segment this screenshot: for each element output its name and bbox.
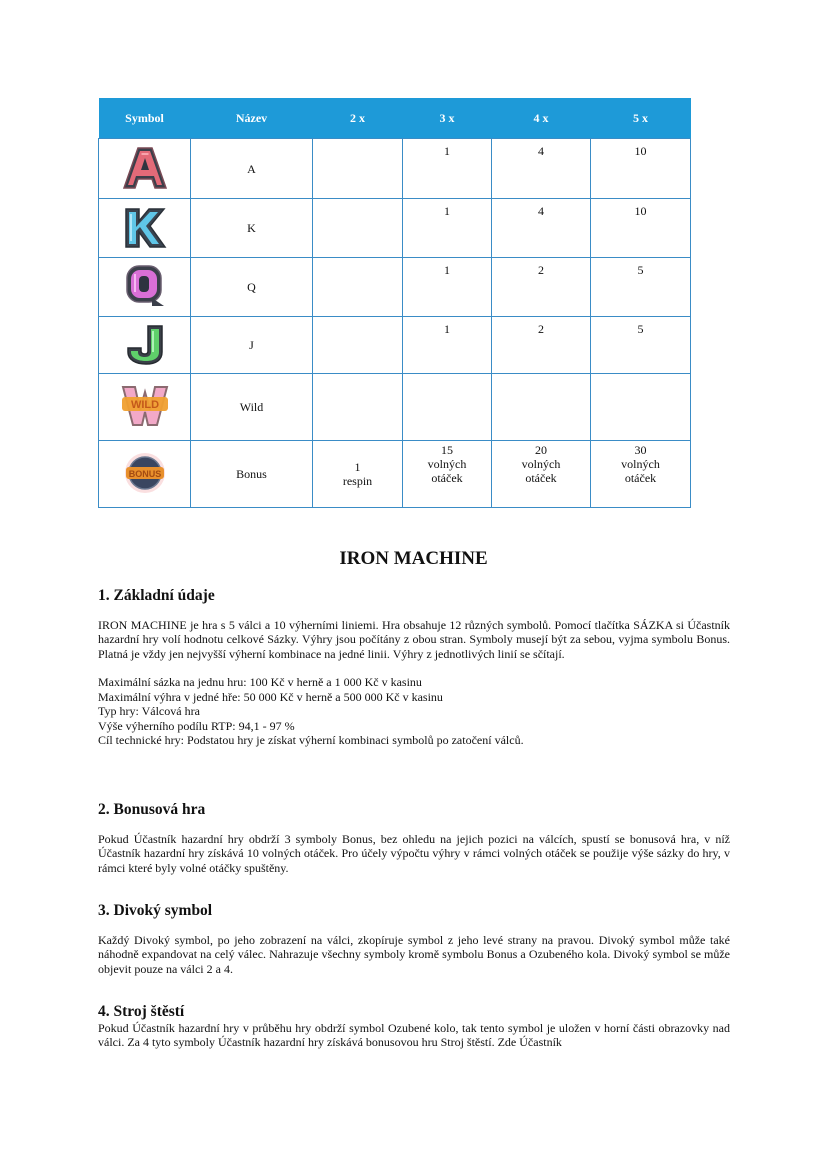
game-type-line: Typ hry: Válcová hra bbox=[98, 704, 200, 718]
payout-4x bbox=[492, 441, 591, 508]
name-cell: J bbox=[191, 317, 313, 374]
letter-k-icon bbox=[119, 205, 171, 251]
table-row bbox=[99, 441, 691, 508]
payout-2x bbox=[313, 258, 403, 317]
payout-3x: 1 bbox=[403, 258, 492, 317]
symbol-cell bbox=[99, 139, 191, 199]
letter-a-icon bbox=[119, 145, 171, 191]
payout-2x bbox=[313, 139, 403, 199]
payout-3x: 1 bbox=[403, 199, 492, 258]
bonus-icon bbox=[119, 450, 171, 496]
payout-4x: 4 bbox=[492, 139, 591, 199]
section-bonus-game bbox=[98, 803, 730, 875]
payout-4x bbox=[492, 374, 591, 441]
document-title: IRON MACHINE bbox=[339, 548, 488, 569]
payout-unit: otáček bbox=[525, 471, 557, 485]
name-cell: K bbox=[191, 199, 313, 258]
payout-3x bbox=[403, 374, 492, 441]
symbol-cell bbox=[99, 317, 191, 374]
max-win-line: Maximální výhra v jedné hře: 50 000 Kč v herně a 500 000 Kč v kasinu bbox=[98, 689, 443, 704]
info-lines bbox=[98, 675, 730, 748]
payout-unit: otáček bbox=[624, 471, 657, 485]
game-goal-line: Cíl technické hry: Podstatou hry je získat výherní kombinaci symbolů po zatočení válců. bbox=[98, 733, 524, 747]
payout-3x: 1 bbox=[403, 139, 492, 199]
header-symbol: Symbol bbox=[99, 98, 191, 139]
symbol-cell bbox=[99, 258, 191, 317]
header-4x: 4 x bbox=[492, 98, 591, 139]
payout-3x bbox=[403, 441, 492, 508]
section-heading: 3. Divoký symbol bbox=[98, 902, 213, 919]
payout-2x bbox=[313, 441, 403, 508]
payout-unit: otáček bbox=[431, 471, 463, 485]
symbol-cell bbox=[99, 441, 191, 508]
payout-5x: 5 bbox=[591, 317, 691, 374]
symbol-cell bbox=[99, 374, 191, 441]
payout-4x: 2 bbox=[492, 258, 591, 317]
name-cell: Bonus bbox=[191, 441, 313, 508]
section-paragraph: Pokud Účastník hazardní hry obdrží 3 symboly Bonus, bez ohledu na jejich pozici na válcích, spustí se bonusová hra, v níž Účastník hazardní hry získává 10 volných otáček. Pro účely výpočtu výhry v rámci volných otáček se použije výše sázky do hry, v rámci které byly volné otáčky spuštěny. bbox=[98, 831, 730, 875]
payout-5x bbox=[591, 441, 691, 508]
wild-icon bbox=[119, 383, 171, 429]
section-paragraph: Každý Divoký symbol, po jeho zobrazení na válci, zkopíruje symbol z jeho levé strany na pravou. Divoký symbol může také náhodně expandovat na celý válec. Nahrazuje všechny symboly kromě symbolu Bonus a Ozubeného kola. Divoký symbol se může objevit pouze na válci 2 a 4. bbox=[98, 932, 730, 976]
section-heading: 1. Základní údaje bbox=[98, 587, 215, 604]
payout-count: 15 bbox=[441, 443, 453, 457]
section-paragraph: IRON MACHINE je hra s 5 válci a 10 výherními liniemi. Hra obsahuje 12 různých symbolů. Pomocí tlačítka SÁZKA si Účastník hazardní hry volí hodnotu celkové Sázky. Výhry jsou počítány z obou stran. Symboly musejí být za sebou, vyjma symbolu Bonus. Platná je vždy jen nejvyšší výherní kombinace na jedné linii. Výhry z jednotlivých linií se sčítají. bbox=[98, 617, 730, 661]
svg-text:WILD: WILD bbox=[130, 399, 159, 411]
name-cell: A bbox=[191, 139, 313, 199]
letter-j-icon bbox=[119, 322, 171, 368]
name-cell: Q bbox=[191, 258, 313, 317]
header-5x: 5 x bbox=[591, 98, 691, 139]
payout-2x bbox=[313, 199, 403, 258]
paytable-header-row bbox=[99, 98, 691, 139]
max-bet-line: Maximální sázka na jednu hru: 100 Kč v herně a 1 000 Kč v kasinu bbox=[98, 675, 422, 689]
section-paragraph: Pokud Účastník hazardní hry v průběhu hry obdrží symbol Ozubené kolo, tak tento symbol je uložen v horní části obrazovky nad válci. Za 4 tyto symboly Účastník hazardní hry získává bonusovou hru Stroj štěstí. Zde Účastník bbox=[98, 1020, 730, 1049]
section-wild-symbol bbox=[98, 904, 730, 976]
payout-unit: volných bbox=[427, 457, 467, 471]
payout-count: 30 bbox=[634, 443, 647, 457]
payout-2x bbox=[313, 317, 403, 374]
section-basic-info bbox=[98, 589, 730, 748]
header-3x: 3 x bbox=[403, 98, 492, 139]
payout-2x bbox=[313, 374, 403, 441]
section-fortune-machine bbox=[98, 1005, 730, 1050]
payout-count: 20 bbox=[535, 443, 547, 457]
payout-unit: volných bbox=[621, 457, 660, 471]
paytable bbox=[98, 98, 691, 508]
rtp-line: Výše výherního podílu RTP: 94,1 - 97 % bbox=[98, 718, 295, 733]
section-heading: 4. Stroj štěstí bbox=[98, 1003, 185, 1020]
symbol-cell bbox=[99, 199, 191, 258]
name-cell: Wild bbox=[191, 374, 313, 441]
payout-5x: 10 bbox=[591, 139, 691, 199]
payout-count: 1 bbox=[354, 460, 361, 474]
header-name: Název bbox=[191, 98, 313, 139]
letter-q-icon bbox=[119, 263, 171, 309]
payout-unit: respin bbox=[342, 474, 373, 488]
payout-3x: 1 bbox=[403, 317, 492, 374]
payout-5x: 10 bbox=[591, 199, 691, 258]
payout-5x bbox=[591, 374, 691, 441]
payout-4x: 2 bbox=[492, 317, 591, 374]
table-row bbox=[99, 199, 691, 258]
table-row bbox=[99, 374, 691, 441]
payout-4x: 4 bbox=[492, 199, 591, 258]
table-row bbox=[99, 258, 691, 317]
payout-5x: 5 bbox=[591, 258, 691, 317]
svg-text:BONUS: BONUS bbox=[128, 469, 161, 479]
section-heading: 2. Bonusová hra bbox=[98, 801, 206, 818]
payout-unit: volných bbox=[521, 457, 561, 471]
header-2x: 2 x bbox=[313, 98, 403, 139]
table-row bbox=[99, 317, 691, 374]
table-row bbox=[99, 139, 691, 199]
